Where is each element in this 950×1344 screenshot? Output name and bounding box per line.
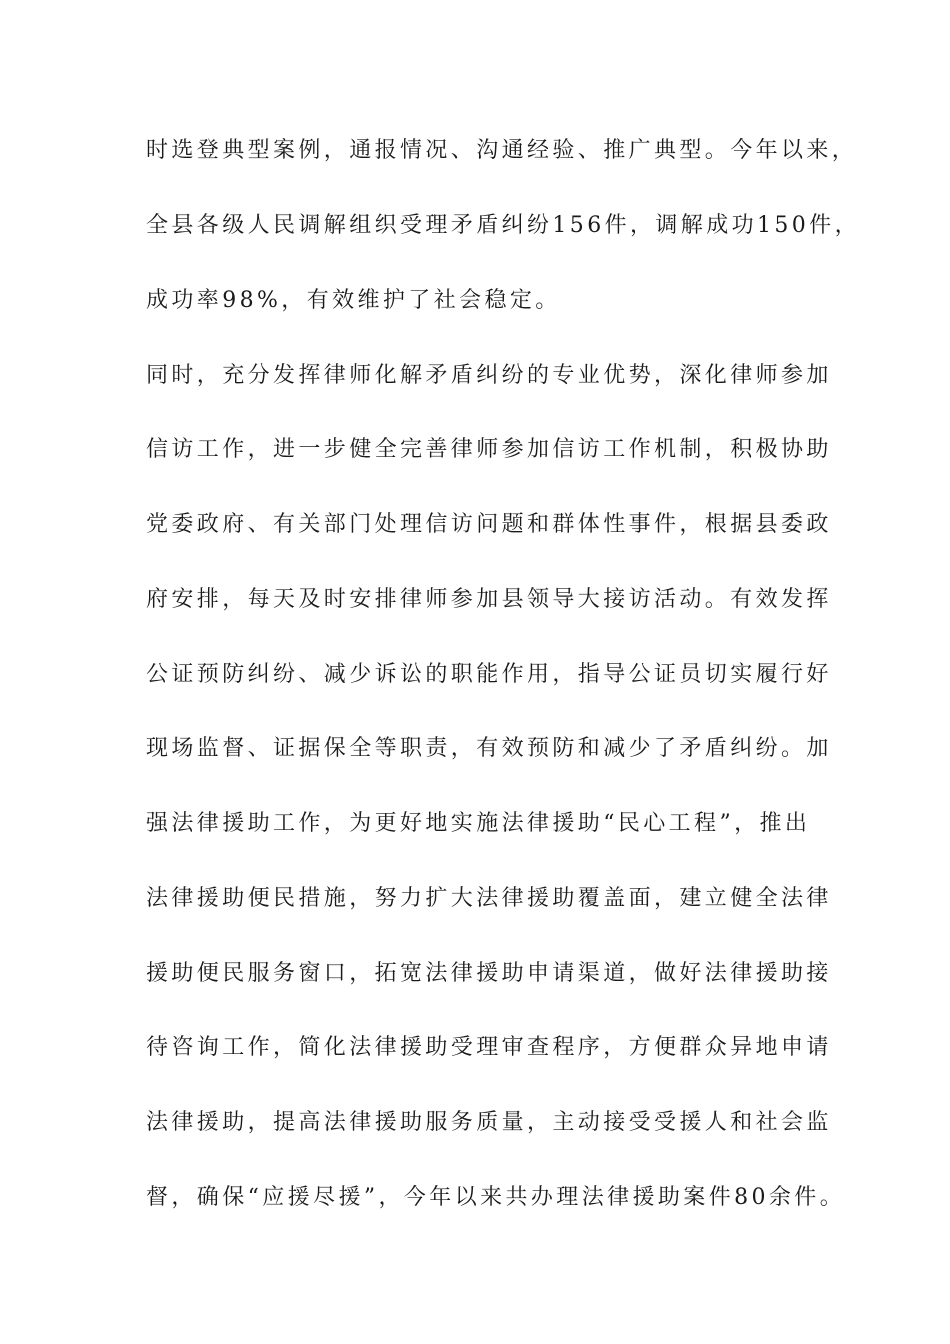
- text-line: 援助便民服务窗口，拓宽法律援助申请渠道，做好法律援助接: [146, 961, 832, 986]
- text-line: 待咨询工作，简化法律援助受理审查程序，方便群众异地申请: [146, 1035, 832, 1060]
- text-line: 时选登典型案例，通报情况、沟通经验、推广典型。今年以来，: [146, 138, 858, 163]
- text-line: 党委政府、有关部门处理信访问题和群体性事件，根据县委政: [146, 512, 832, 537]
- text-line: 信访工作，进一步健全完善律师参加信访工作机制，积极协助: [146, 437, 832, 462]
- text-line: 同时，充分发挥律师化解矛盾纠纷的专业优势，深化律师参加: [146, 363, 832, 388]
- text-line: 公证预防纠纷、减少诉讼的职能作用，指导公证员切实履行好: [146, 662, 832, 687]
- text-line: 现场监督、证据保全等职责，有效预防和减少了矛盾纠纷。加: [146, 736, 832, 761]
- text-line: 府安排，每天及时安排律师参加县领导大接访活动。有效发挥: [146, 587, 832, 612]
- text-line: 法律援助便民措施，努力扩大法律援助覆盖面，建立健全法律: [146, 886, 832, 911]
- text-line: 法律援助，提高法律援助服务质量，主动接受受援人和社会监: [146, 1110, 832, 1135]
- text-line: 成功率98%，有效维护了社会稳定。: [146, 288, 561, 313]
- text-line: 全县各级人民调解组织受理矛盾纠纷156件，调解成功150件，: [146, 213, 860, 238]
- text-line: 督，确保“应援尽援”，今年以来共办理法律援助案件80余件。: [146, 1185, 846, 1210]
- text-line: 强法律援助工作，为更好地实施法律援助“民心工程”，推出: [146, 811, 811, 836]
